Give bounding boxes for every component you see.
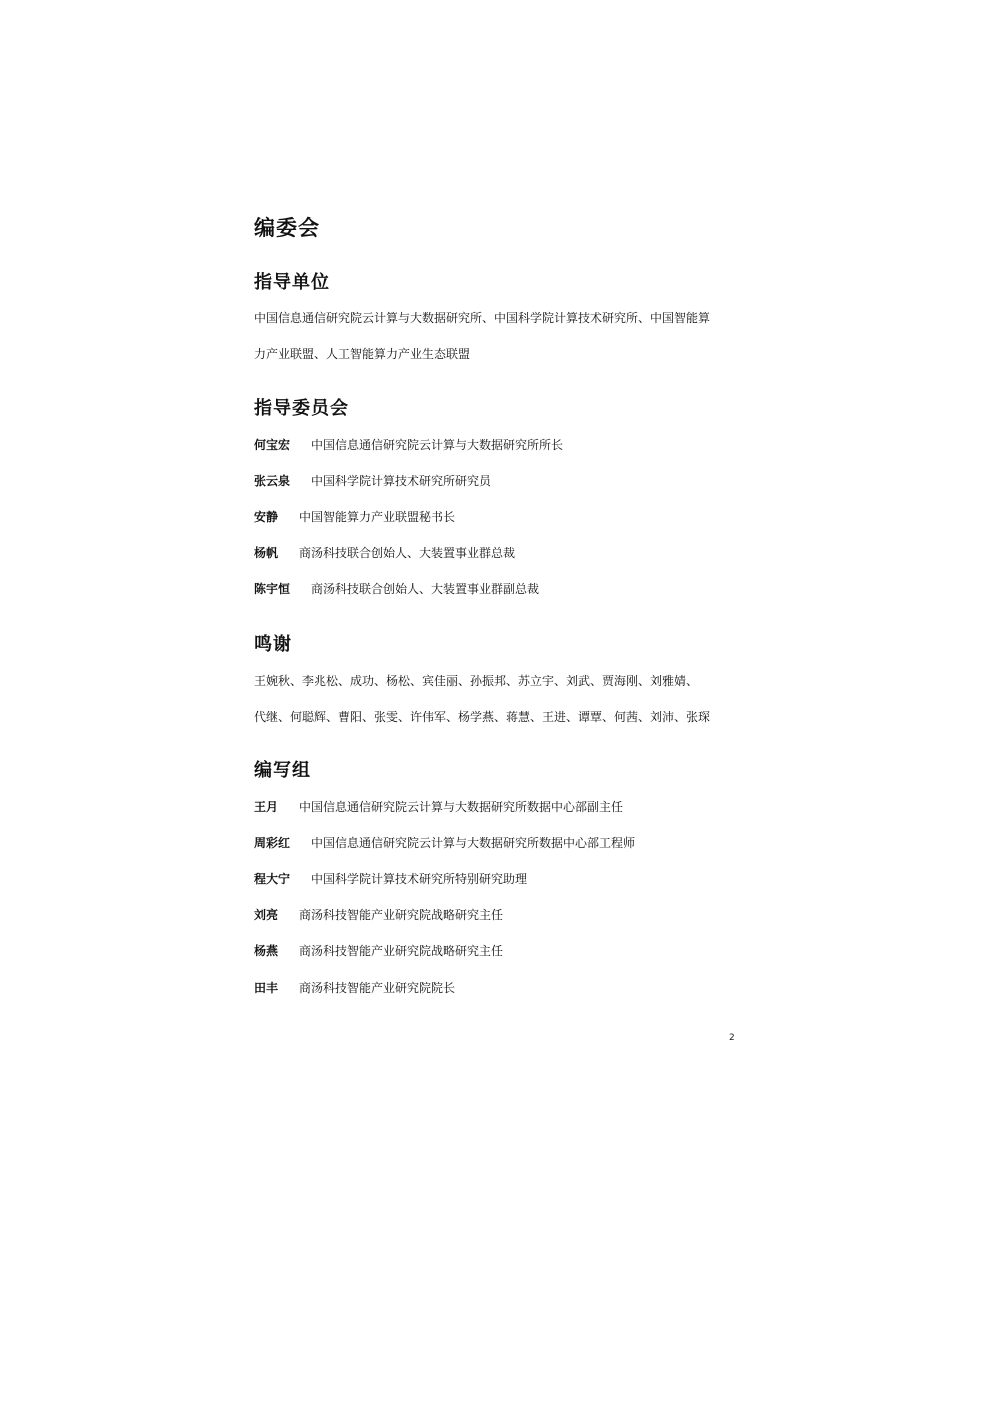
member-role: 商汤科技智能产业研究院战略研究主任 bbox=[299, 944, 504, 958]
member-name: 刘亮 bbox=[254, 908, 279, 922]
member-role: 商汤科技联合创始人、大装置事业群副总裁 bbox=[311, 582, 540, 596]
member-name: 张云泉 bbox=[254, 474, 291, 488]
member-role: 中国信息通信研究院云计算与大数据研究所数据中心部副主任 bbox=[299, 800, 624, 814]
member-name: 何宝宏 bbox=[254, 438, 291, 452]
member-name: 程大宁 bbox=[254, 872, 291, 886]
page-title: 编委会 bbox=[254, 216, 320, 240]
writing-group-member bbox=[254, 834, 635, 852]
member-role: 中国智能算力产业联盟秘书长 bbox=[299, 510, 456, 524]
writing-group-member bbox=[254, 979, 455, 997]
member-role: 商汤科技智能产业研究院院长 bbox=[299, 981, 456, 995]
member-name: 杨燕 bbox=[254, 944, 279, 958]
member-role: 商汤科技智能产业研究院战略研究主任 bbox=[299, 908, 504, 922]
member-name: 安静 bbox=[254, 510, 279, 524]
committee-member bbox=[254, 508, 455, 526]
member-name: 杨帆 bbox=[254, 546, 279, 560]
member-name: 田丰 bbox=[254, 981, 279, 995]
acknowledgements-heading: 鸣谢 bbox=[254, 634, 292, 655]
committee-member bbox=[254, 436, 563, 454]
page-number: 2 bbox=[729, 1033, 735, 1043]
guiding-units-heading: 指导单位 bbox=[254, 272, 330, 293]
committee-member bbox=[254, 580, 539, 598]
writing-group-member bbox=[254, 870, 527, 888]
guiding-committee-heading: 指导委员会 bbox=[254, 398, 349, 419]
acknowledgements-line: 代继、何聪辉、曹阳、张雯、许伟军、杨学燕、蒋慧、王进、谭覃、何茜、刘沛、张琛 bbox=[254, 710, 711, 724]
committee-member bbox=[254, 544, 515, 562]
member-role: 中国信息通信研究院云计算与大数据研究所数据中心部工程师 bbox=[311, 836, 636, 850]
committee-member bbox=[254, 472, 491, 490]
member-name: 陈宇恒 bbox=[254, 582, 291, 596]
member-role: 中国科学院计算技术研究所研究员 bbox=[311, 474, 492, 488]
member-role: 中国科学院计算技术研究所特别研究助理 bbox=[311, 872, 528, 886]
writing-group-heading: 编写组 bbox=[254, 760, 311, 781]
member-name: 周彩红 bbox=[254, 836, 291, 850]
guiding-units-line: 中国信息通信研究院云计算与大数据研究所、中国科学院计算技术研究所、中国智能算 bbox=[254, 311, 711, 325]
writing-group-member bbox=[254, 942, 503, 960]
member-name: 王月 bbox=[254, 800, 279, 814]
member-role: 中国信息通信研究院云计算与大数据研究所所长 bbox=[311, 438, 564, 452]
guiding-units-line: 力产业联盟、人工智能算力产业生态联盟 bbox=[254, 347, 471, 361]
member-role: 商汤科技联合创始人、大装置事业群总裁 bbox=[299, 546, 516, 560]
acknowledgements-line: 王婉秋、李兆松、成功、杨松、宾佳丽、孙振邦、苏立宇、刘武、贾海刚、刘雅婧、 bbox=[254, 674, 699, 688]
writing-group-member bbox=[254, 906, 503, 924]
writing-group-member bbox=[254, 798, 623, 816]
